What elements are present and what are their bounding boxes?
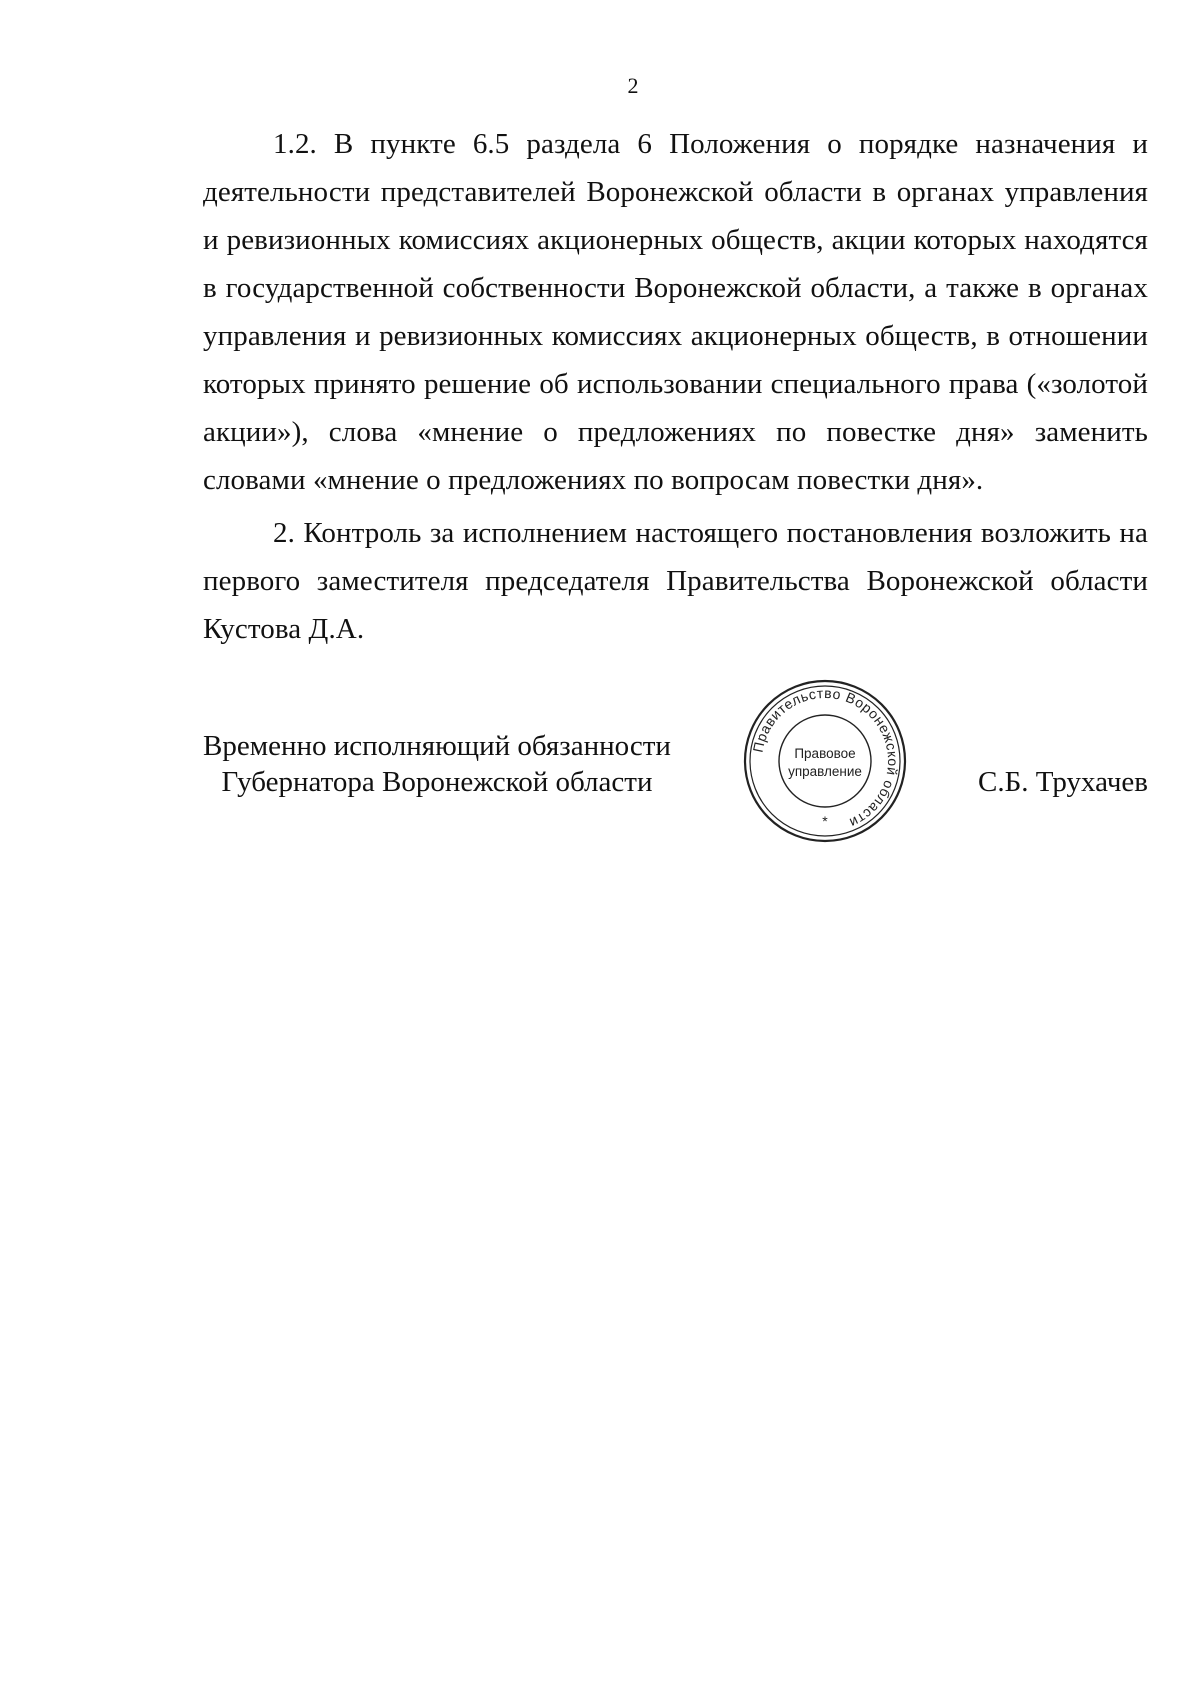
stamp-inner-line2: управление bbox=[788, 764, 862, 779]
signatory-position-line1: Временно исполняющий обязанности bbox=[203, 730, 671, 762]
stamp-inner-ring bbox=[779, 715, 871, 807]
official-stamp bbox=[740, 676, 910, 846]
signature-block bbox=[203, 676, 1148, 846]
stamp-seal-icon bbox=[740, 676, 910, 846]
stamp-star: * bbox=[822, 813, 828, 829]
paragraph-1-2: 1.2. В пункте 6.5 раздела 6 Положения о порядке назначения и деятельности представителей Воронежской области в органах управления и ревизионных комиссиях акционерных обществ, акции которых находятся в государственной собственности Воронежской области, а также в органах управления и ревизионных комиссиях акционерных обществ, в отношении которых принято решение об использовании специального права («золотой акции»), слова «мнение о предложениях по повестке дня» заменить словами «мнение о предложениях по вопросам повестки дня». bbox=[203, 128, 1148, 496]
document-body bbox=[203, 120, 1148, 658]
signatory-position bbox=[203, 728, 671, 800]
signatory-name: С.Б. Трухачев bbox=[978, 766, 1148, 798]
stamp-outer-text: Правительство Воронежской области bbox=[749, 684, 902, 832]
paragraph-2: 2. Контроль за исполнением настоящего постановления возложить на первого заместителя председателя Правительства Воронежской области Кустова Д.А. bbox=[203, 517, 1148, 645]
signatory-position-line2: Губернатора Воронежской области bbox=[221, 766, 653, 798]
page-number: 2 bbox=[627, 73, 639, 98]
stamp-inner-line1: Правовое bbox=[794, 746, 856, 761]
